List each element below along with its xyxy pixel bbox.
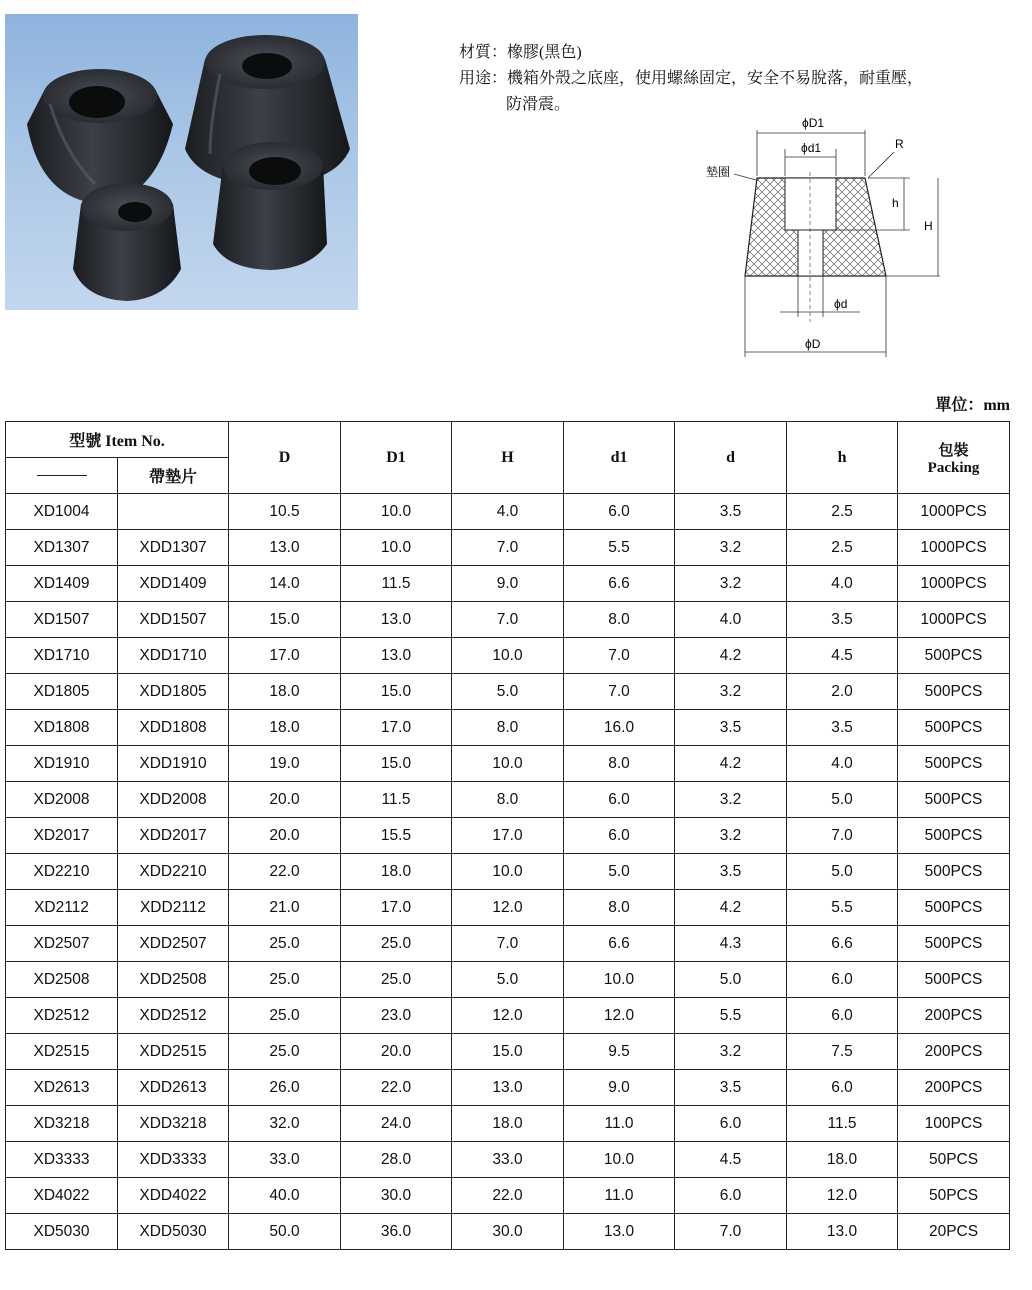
cell-d1: 10.0 <box>564 962 675 998</box>
cell-item: XD3218 <box>6 1106 118 1142</box>
cell-H: 5.0 <box>452 674 564 710</box>
cell-d1: 6.6 <box>564 926 675 962</box>
cell-pad: XDD3333 <box>118 1142 229 1178</box>
table-row <box>6 602 1010 638</box>
cell-D1: 24.0 <box>341 1106 452 1142</box>
cell-D: 40.0 <box>229 1178 341 1214</box>
cell-d1: 7.0 <box>564 674 675 710</box>
cell-D: 17.0 <box>229 638 341 674</box>
cell-D: 33.0 <box>229 1142 341 1178</box>
cell-d1: 5.0 <box>564 854 675 890</box>
cell-d: 4.2 <box>675 746 787 782</box>
cell-d: 6.0 <box>675 1106 787 1142</box>
label-d1: ϕd1 <box>801 141 822 155</box>
cell-d1: 9.5 <box>564 1034 675 1070</box>
material-line <box>459 40 979 66</box>
cell-D: 26.0 <box>229 1070 341 1106</box>
label-D: ϕD <box>805 337 821 351</box>
header-d1: d1 <box>564 422 675 494</box>
cell-pad: XDD3218 <box>118 1106 229 1142</box>
cell-D1: 10.0 <box>341 530 452 566</box>
cell-D: 21.0 <box>229 890 341 926</box>
cell-d: 3.2 <box>675 566 787 602</box>
cell-pad: XDD2008 <box>118 782 229 818</box>
cell-d1: 16.0 <box>564 710 675 746</box>
cell-h: 5.0 <box>787 854 898 890</box>
cell-packing: 100PCS <box>898 1106 1010 1142</box>
cell-pad: XDD2507 <box>118 926 229 962</box>
cell-packing: 500PCS <box>898 638 1010 674</box>
cell-H: 9.0 <box>452 566 564 602</box>
cell-item: XD2210 <box>6 854 118 890</box>
label-D1: ϕD1 <box>802 116 825 130</box>
header-item-no: 型號 Item No. <box>6 422 229 458</box>
cell-d1: 9.0 <box>564 1070 675 1106</box>
cell-D1: 30.0 <box>341 1178 452 1214</box>
table-row <box>6 782 1010 818</box>
cell-d1: 8.0 <box>564 746 675 782</box>
cell-H: 17.0 <box>452 818 564 854</box>
cell-packing: 1000PCS <box>898 530 1010 566</box>
cell-packing: 20PCS <box>898 1214 1010 1250</box>
cell-D1: 20.0 <box>341 1034 452 1070</box>
cell-item: XD5030 <box>6 1214 118 1250</box>
cell-h: 2.5 <box>787 494 898 530</box>
table-row <box>6 854 1010 890</box>
cell-H: 8.0 <box>452 782 564 818</box>
cell-d1: 6.0 <box>564 818 675 854</box>
cell-item: XD2112 <box>6 890 118 926</box>
cell-packing: 500PCS <box>898 890 1010 926</box>
cell-h: 2.5 <box>787 530 898 566</box>
cell-d1: 7.0 <box>564 638 675 674</box>
cell-d: 4.0 <box>675 602 787 638</box>
cell-packing: 50PCS <box>898 1142 1010 1178</box>
cell-d: 7.0 <box>675 1214 787 1250</box>
dimension-drawing <box>690 112 940 364</box>
cell-H: 7.0 <box>452 602 564 638</box>
cell-d: 6.0 <box>675 1178 787 1214</box>
cell-packing: 500PCS <box>898 746 1010 782</box>
cell-packing: 200PCS <box>898 1034 1010 1070</box>
header-D1: D1 <box>341 422 452 494</box>
table-row <box>6 530 1010 566</box>
table-row <box>6 494 1010 530</box>
cell-item: XD1808 <box>6 710 118 746</box>
table-row <box>6 962 1010 998</box>
cell-H: 4.0 <box>452 494 564 530</box>
cell-D: 18.0 <box>229 674 341 710</box>
cell-d1: 11.0 <box>564 1178 675 1214</box>
cell-D: 14.0 <box>229 566 341 602</box>
cell-h: 6.0 <box>787 962 898 998</box>
cell-D: 10.5 <box>229 494 341 530</box>
specification-table <box>5 421 1010 1250</box>
cell-packing: 50PCS <box>898 1178 1010 1214</box>
table-row <box>6 710 1010 746</box>
cell-h: 12.0 <box>787 1178 898 1214</box>
material-value: 橡膠(黑色) <box>507 44 582 61</box>
material-label: 材質： <box>459 44 508 61</box>
cell-D: 20.0 <box>229 782 341 818</box>
cell-h: 4.0 <box>787 566 898 602</box>
usage-label: 用途： <box>459 70 508 87</box>
cell-h: 4.5 <box>787 638 898 674</box>
cell-pad: XDD2508 <box>118 962 229 998</box>
cell-pad <box>118 494 229 530</box>
cell-h: 13.0 <box>787 1214 898 1250</box>
cell-D: 20.0 <box>229 818 341 854</box>
cell-packing: 500PCS <box>898 962 1010 998</box>
label-d: ϕd <box>834 297 848 311</box>
cell-H: 5.0 <box>452 962 564 998</box>
cell-d: 3.5 <box>675 854 787 890</box>
cell-D1: 18.0 <box>341 854 452 890</box>
cell-pad: XDD1910 <box>118 746 229 782</box>
cell-D: 25.0 <box>229 998 341 1034</box>
cell-item: XD1805 <box>6 674 118 710</box>
cell-H: 10.0 <box>452 854 564 890</box>
cell-item: XD2515 <box>6 1034 118 1070</box>
cell-h: 18.0 <box>787 1142 898 1178</box>
cell-d1: 13.0 <box>564 1214 675 1250</box>
table-row <box>6 926 1010 962</box>
cell-D1: 15.5 <box>341 818 452 854</box>
label-R: R <box>895 137 904 151</box>
cell-pad: XDD5030 <box>118 1214 229 1250</box>
cell-D: 50.0 <box>229 1214 341 1250</box>
table-row <box>6 818 1010 854</box>
cell-H: 7.0 <box>452 926 564 962</box>
header-D: D <box>229 422 341 494</box>
cell-pad: XDD2613 <box>118 1070 229 1106</box>
table-row <box>6 1106 1010 1142</box>
cell-D1: 23.0 <box>341 998 452 1034</box>
cell-pad: XDD1507 <box>118 602 229 638</box>
cell-pad: XDD1409 <box>118 566 229 602</box>
cell-H: 33.0 <box>452 1142 564 1178</box>
cell-D1: 17.0 <box>341 710 452 746</box>
cell-packing: 500PCS <box>898 854 1010 890</box>
cell-H: 30.0 <box>452 1214 564 1250</box>
cell-H: 13.0 <box>452 1070 564 1106</box>
cell-d: 3.2 <box>675 1034 787 1070</box>
cell-pad: XDD2512 <box>118 998 229 1034</box>
cell-item: XD1507 <box>6 602 118 638</box>
cell-item: XD1409 <box>6 566 118 602</box>
cell-packing: 500PCS <box>898 710 1010 746</box>
cell-pad: XDD2017 <box>118 818 229 854</box>
cell-packing: 1000PCS <box>898 602 1010 638</box>
cell-d1: 11.0 <box>564 1106 675 1142</box>
dash-line <box>37 475 87 476</box>
cell-D: 25.0 <box>229 962 341 998</box>
rubber-foot-small-front <box>73 183 181 301</box>
cell-packing: 500PCS <box>898 926 1010 962</box>
table-row <box>6 566 1010 602</box>
usage-line <box>459 66 979 92</box>
header-with-pad: 帶墊片 <box>118 458 229 494</box>
header-packing-en: Packing <box>927 459 980 476</box>
table-row <box>6 1070 1010 1106</box>
cell-h: 7.0 <box>787 818 898 854</box>
cell-d: 4.2 <box>675 890 787 926</box>
cell-D: 25.0 <box>229 926 341 962</box>
cell-d: 5.0 <box>675 962 787 998</box>
cell-packing: 500PCS <box>898 674 1010 710</box>
cell-d: 4.2 <box>675 638 787 674</box>
cell-pad: XDD2210 <box>118 854 229 890</box>
cell-d: 3.2 <box>675 818 787 854</box>
cell-h: 3.5 <box>787 602 898 638</box>
cell-d1: 5.5 <box>564 530 675 566</box>
cell-D1: 36.0 <box>341 1214 452 1250</box>
cell-item: XD2008 <box>6 782 118 818</box>
cell-pad: XDD1307 <box>118 530 229 566</box>
rubber-foot-medium-front <box>213 142 327 270</box>
cell-item: XD4022 <box>6 1178 118 1214</box>
label-gasket: 墊圈 <box>706 165 731 179</box>
label-h: h <box>892 196 899 210</box>
table-row <box>6 1034 1010 1070</box>
cell-item: XD2512 <box>6 998 118 1034</box>
header-d: d <box>675 422 787 494</box>
cell-D1: 25.0 <box>341 926 452 962</box>
cell-d: 3.2 <box>675 674 787 710</box>
cell-D1: 25.0 <box>341 962 452 998</box>
cell-h: 7.5 <box>787 1034 898 1070</box>
cell-h: 6.6 <box>787 926 898 962</box>
cell-d1: 6.6 <box>564 566 675 602</box>
cell-D1: 28.0 <box>341 1142 452 1178</box>
header-h: h <box>787 422 898 494</box>
cell-d: 4.3 <box>675 926 787 962</box>
cell-packing: 1000PCS <box>898 566 1010 602</box>
cell-h: 11.5 <box>787 1106 898 1142</box>
cell-item: XD2508 <box>6 962 118 998</box>
cell-d1: 10.0 <box>564 1142 675 1178</box>
table-row <box>6 890 1010 926</box>
cell-h: 5.5 <box>787 890 898 926</box>
cell-d1: 6.0 <box>564 494 675 530</box>
cell-h: 4.0 <box>787 746 898 782</box>
cell-H: 18.0 <box>452 1106 564 1142</box>
cell-h: 5.0 <box>787 782 898 818</box>
cell-packing: 500PCS <box>898 818 1010 854</box>
cell-d: 3.5 <box>675 1070 787 1106</box>
table-body <box>6 494 1010 1250</box>
cell-D1: 13.0 <box>341 638 452 674</box>
table-row <box>6 1214 1010 1250</box>
header-packing <box>898 422 1010 494</box>
cell-d1: 6.0 <box>564 782 675 818</box>
header-packing-zh: 包裝 <box>938 442 969 459</box>
cell-D1: 11.5 <box>341 566 452 602</box>
table-row <box>6 746 1010 782</box>
cell-d1: 8.0 <box>564 602 675 638</box>
table-row <box>6 1178 1010 1214</box>
table-row <box>6 1142 1010 1178</box>
cell-D1: 13.0 <box>341 602 452 638</box>
cell-H: 8.0 <box>452 710 564 746</box>
cell-item: XD2507 <box>6 926 118 962</box>
cell-D: 19.0 <box>229 746 341 782</box>
cell-D: 13.0 <box>229 530 341 566</box>
cell-pad: XDD1808 <box>118 710 229 746</box>
cell-d: 3.2 <box>675 782 787 818</box>
cell-D1: 22.0 <box>341 1070 452 1106</box>
product-specs <box>459 40 979 118</box>
table-row <box>6 998 1010 1034</box>
cell-H: 7.0 <box>452 530 564 566</box>
cell-pad: XDD1710 <box>118 638 229 674</box>
cross-section-diagram <box>690 112 940 364</box>
cell-d: 3.5 <box>675 710 787 746</box>
cell-H: 22.0 <box>452 1178 564 1214</box>
cell-h: 2.0 <box>787 674 898 710</box>
cell-packing: 1000PCS <box>898 494 1010 530</box>
cell-packing: 200PCS <box>898 1070 1010 1106</box>
cell-D: 32.0 <box>229 1106 341 1142</box>
header-standard <box>6 458 118 494</box>
header-row-1 <box>6 422 1010 458</box>
cell-h: 3.5 <box>787 710 898 746</box>
usage-continuation: 防滑震。 <box>506 96 571 113</box>
product-photo <box>5 14 358 310</box>
unit-label: 單位：mm <box>935 397 1010 414</box>
cell-D: 15.0 <box>229 602 341 638</box>
cell-H: 10.0 <box>452 638 564 674</box>
cell-d: 5.5 <box>675 998 787 1034</box>
cell-item: XD1307 <box>6 530 118 566</box>
cell-D: 25.0 <box>229 1034 341 1070</box>
cell-pad: XDD1805 <box>118 674 229 710</box>
cell-item: XD2613 <box>6 1070 118 1106</box>
label-H: H <box>924 219 933 233</box>
cell-item: XD1004 <box>6 494 118 530</box>
cell-H: 12.0 <box>452 998 564 1034</box>
cell-packing: 200PCS <box>898 998 1010 1034</box>
table-row <box>6 638 1010 674</box>
cell-D: 22.0 <box>229 854 341 890</box>
cell-d: 3.5 <box>675 494 787 530</box>
rubber-foot-large-left <box>27 69 173 204</box>
cell-D: 18.0 <box>229 710 341 746</box>
cell-item: XD1910 <box>6 746 118 782</box>
cell-D1: 11.5 <box>341 782 452 818</box>
cell-d: 3.2 <box>675 530 787 566</box>
cell-item: XD3333 <box>6 1142 118 1178</box>
cell-d1: 8.0 <box>564 890 675 926</box>
cell-D1: 10.0 <box>341 494 452 530</box>
cell-D1: 17.0 <box>341 890 452 926</box>
cell-pad: XDD4022 <box>118 1178 229 1214</box>
usage-text-line1: 機箱外殼之底座，使用螺絲固定，安全不易脫落，耐重壓， <box>507 70 924 87</box>
cell-h: 6.0 <box>787 1070 898 1106</box>
cell-D1: 15.0 <box>341 746 452 782</box>
cell-D1: 15.0 <box>341 674 452 710</box>
cell-item: XD2017 <box>6 818 118 854</box>
cell-pad: XDD2112 <box>118 890 229 926</box>
cell-pad: XDD2515 <box>118 1034 229 1070</box>
cell-item: XD1710 <box>6 638 118 674</box>
cell-H: 12.0 <box>452 890 564 926</box>
table-row <box>6 674 1010 710</box>
rubber-feet-illustration <box>5 14 358 310</box>
header-H: H <box>452 422 564 494</box>
cell-d: 4.5 <box>675 1142 787 1178</box>
cell-d1: 12.0 <box>564 998 675 1034</box>
cell-H: 10.0 <box>452 746 564 782</box>
cell-h: 6.0 <box>787 998 898 1034</box>
cell-packing: 500PCS <box>898 782 1010 818</box>
cell-H: 15.0 <box>452 1034 564 1070</box>
